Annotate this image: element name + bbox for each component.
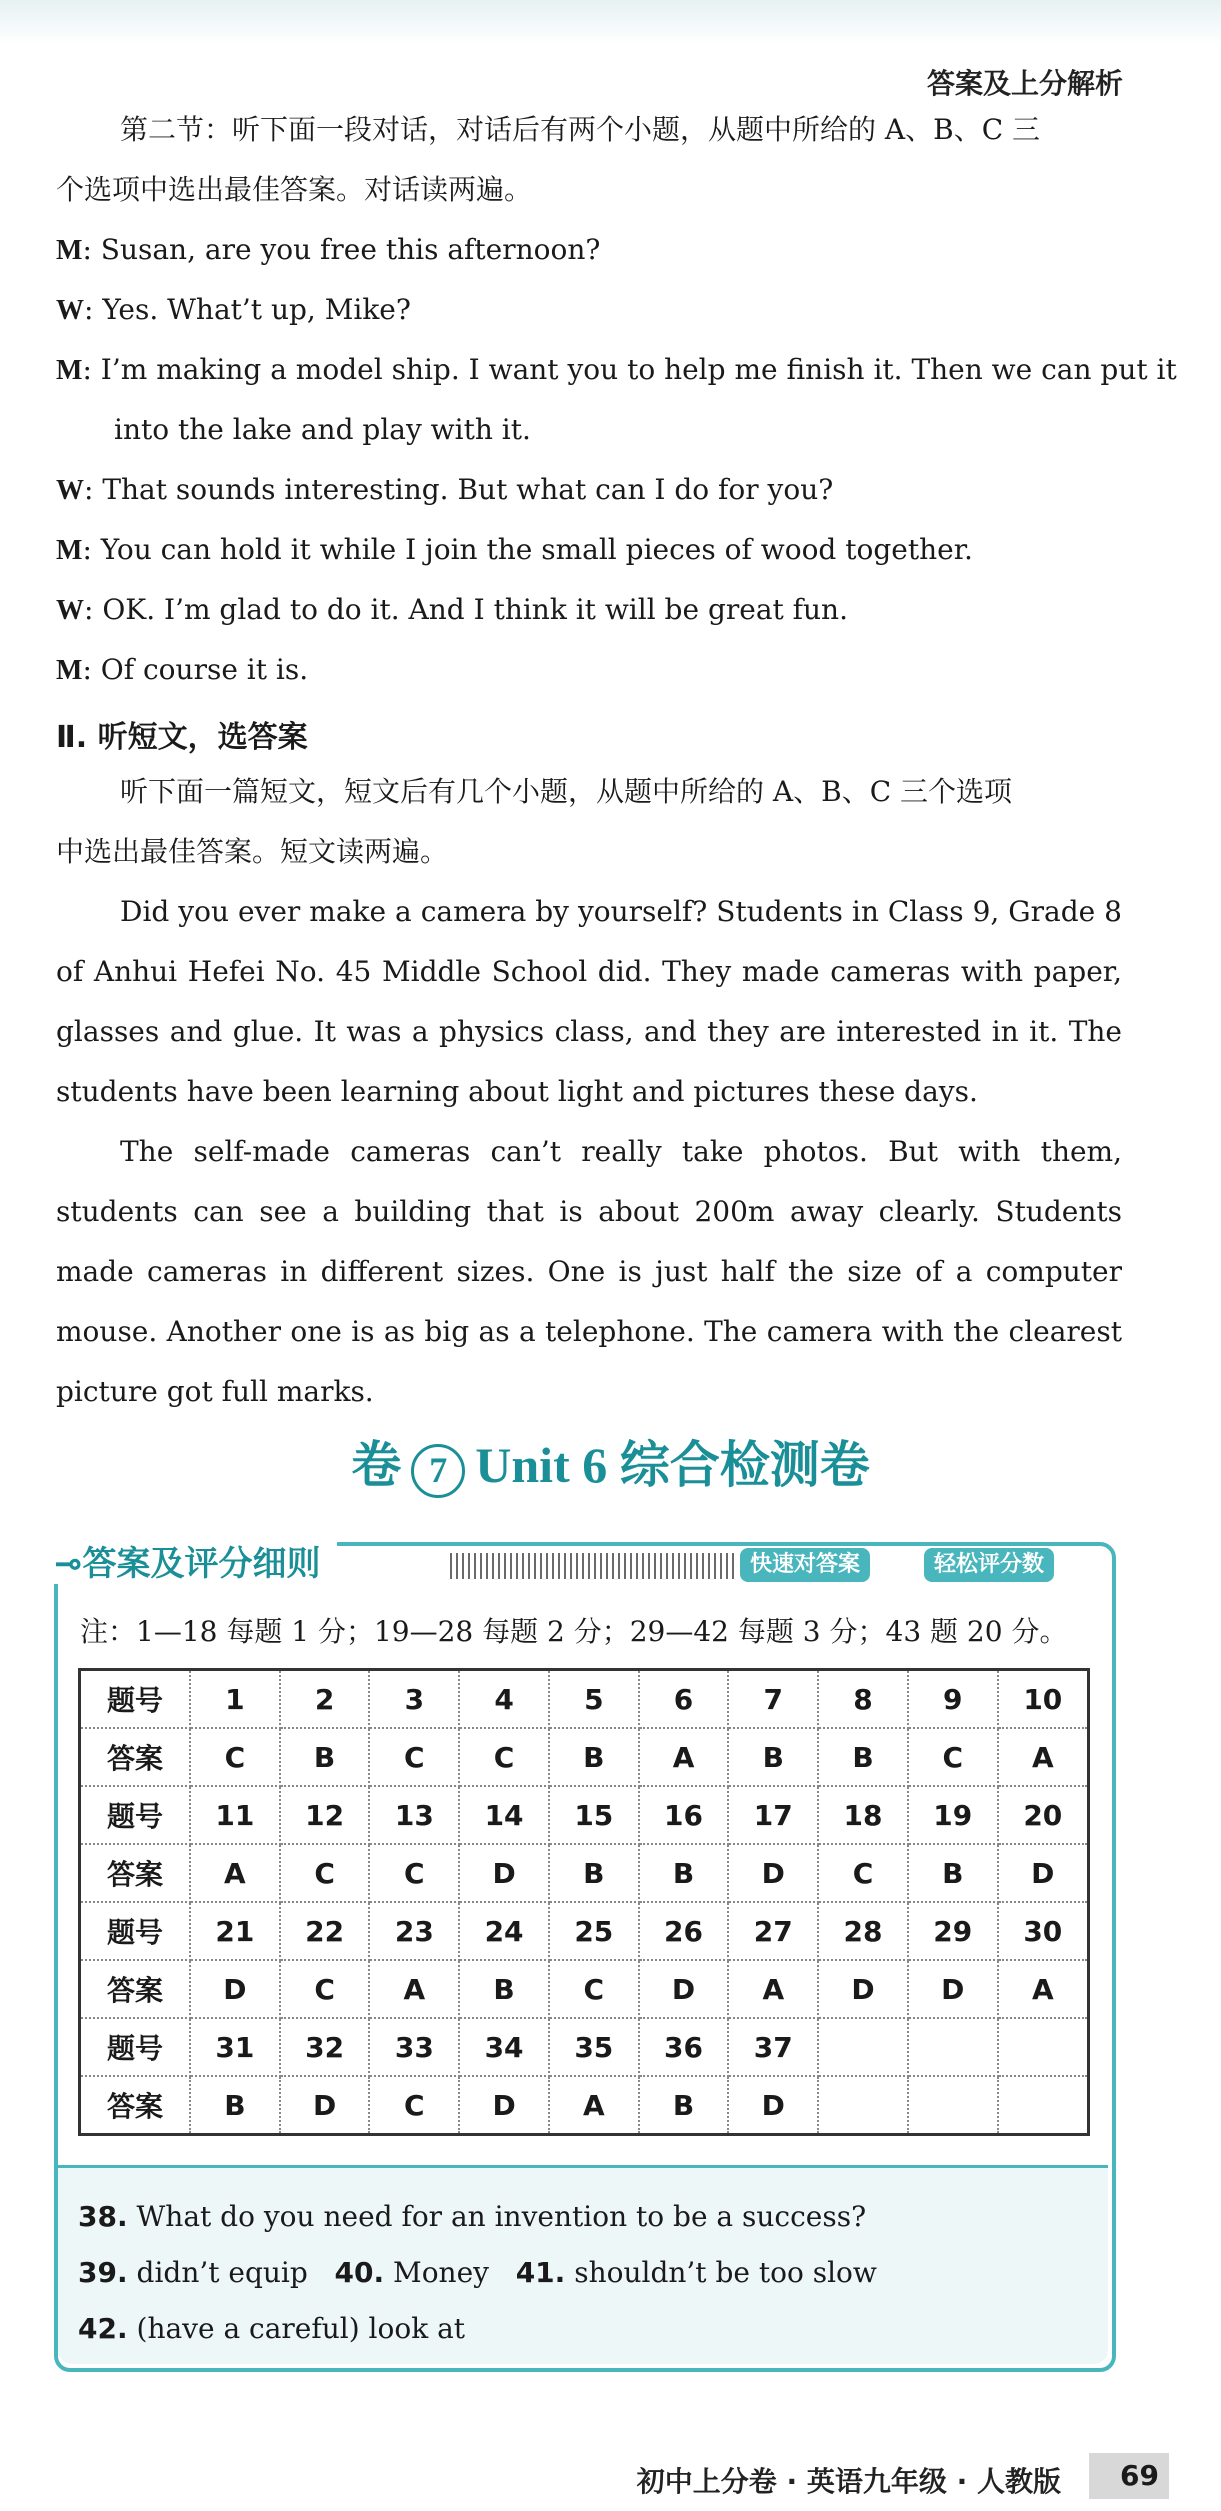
answer-cell bbox=[908, 2076, 998, 2135]
answer-cell bbox=[818, 2076, 908, 2135]
question-number-cell: 2 bbox=[280, 1670, 370, 1729]
dialogue-line: W: Yes. What’t up, Mike? bbox=[56, 293, 411, 326]
section2-intro-line2: 个选项中选出最佳答案。对话读两遍。 bbox=[56, 173, 533, 206]
dialogue-line: M: Of course it is. bbox=[56, 653, 309, 686]
answer-cell: C bbox=[190, 1728, 280, 1786]
answer-cell bbox=[998, 2076, 1089, 2135]
question-number-cell: 11 bbox=[190, 1786, 280, 1844]
row-header-number: 题号 bbox=[80, 1670, 191, 1729]
question-number-cell: 29 bbox=[908, 1902, 998, 1960]
question-number-cell: 30 bbox=[998, 1902, 1089, 1960]
answer-cell: D bbox=[998, 1844, 1089, 1902]
answer-cell: B bbox=[549, 1844, 639, 1902]
question-number-cell: 13 bbox=[369, 1786, 459, 1844]
question-number-cell: 34 bbox=[459, 2018, 549, 2076]
answer-cell: C bbox=[280, 1960, 370, 2018]
answer-cell: C bbox=[549, 1960, 639, 2018]
answer-38: 38. What do you need for an invention to be a success? bbox=[78, 2200, 867, 2233]
answer-cell: D bbox=[459, 2076, 549, 2135]
question-number-cell: 24 bbox=[459, 1902, 549, 1960]
question-number-cell bbox=[998, 2018, 1089, 2076]
row-header-number: 题号 bbox=[80, 2018, 191, 2076]
table-row bbox=[80, 1960, 1089, 2018]
answer-cell: A bbox=[190, 1844, 280, 1902]
page-number: 69 bbox=[1089, 2453, 1169, 2499]
question-number-cell: 22 bbox=[280, 1902, 370, 1960]
answer-cell: B bbox=[190, 2076, 280, 2135]
table-row bbox=[80, 1844, 1089, 1902]
question-number-cell: 15 bbox=[549, 1786, 639, 1844]
question-number-cell: 20 bbox=[998, 1786, 1089, 1844]
answer-cell: C bbox=[459, 1728, 549, 1786]
question-number-cell bbox=[818, 2018, 908, 2076]
answer-cell: A bbox=[369, 1960, 459, 2018]
answer-cell: B bbox=[818, 1728, 908, 1786]
question-number-cell: 31 bbox=[190, 2018, 280, 2076]
answer-cell: A bbox=[549, 2076, 639, 2135]
answer-cell: A bbox=[998, 1728, 1089, 1786]
question-number-cell: 32 bbox=[280, 2018, 370, 2076]
question-number-cell: 26 bbox=[639, 1902, 729, 1960]
row-header-number: 题号 bbox=[80, 1902, 191, 1960]
question-number-cell: 10 bbox=[998, 1670, 1089, 1729]
question-number-cell: 16 bbox=[639, 1786, 729, 1844]
answer-tab-label: ⊸答案及评分细则 bbox=[54, 1536, 337, 1584]
part2-intro-line1: 听下面一篇短文，短文后有几个小题，从题中所给的 A、B、C 三个选项 bbox=[120, 775, 1013, 808]
question-number-cell: 4 bbox=[459, 1670, 549, 1729]
pill-easy-score: 轻松评分数 bbox=[924, 1548, 1054, 1582]
dialogue-line: W: That sounds interesting. But what can I do for you? bbox=[56, 473, 834, 506]
unit-number-circle: 7 bbox=[411, 1444, 465, 1498]
question-number-cell: 3 bbox=[369, 1670, 459, 1729]
question-number-cell bbox=[908, 2018, 998, 2076]
answer-cell: B bbox=[728, 1728, 818, 1786]
question-number-cell: 35 bbox=[549, 2018, 639, 2076]
dialogue-line: M: You can hold it while I join the small pieces of wood together. bbox=[56, 533, 973, 566]
answer-cell: D bbox=[459, 1844, 549, 1902]
answer-cell: B bbox=[549, 1728, 639, 1786]
unit-title: 卷 7 Unit 6 综合检测卷 bbox=[0, 1425, 1221, 1498]
answer-cell: D bbox=[728, 1844, 818, 1902]
question-number-cell: 18 bbox=[818, 1786, 908, 1844]
answer-cell: D bbox=[908, 1960, 998, 2018]
answer-table bbox=[78, 1668, 1090, 2136]
row-header-answer: 答案 bbox=[80, 2076, 191, 2135]
question-number-cell: 14 bbox=[459, 1786, 549, 1844]
question-number-cell: 23 bbox=[369, 1902, 459, 1960]
footer-title: 初中上分卷 · 英语九年级 · 人教版 bbox=[636, 2465, 1061, 2498]
question-number-cell: 28 bbox=[818, 1902, 908, 1960]
header-band bbox=[0, 0, 1221, 44]
answer-cell: B bbox=[639, 2076, 729, 2135]
answer-cell: D bbox=[280, 2076, 370, 2135]
answer-cell: A bbox=[728, 1960, 818, 2018]
row-header-answer: 答案 bbox=[80, 1844, 191, 1902]
question-number-cell: 5 bbox=[549, 1670, 639, 1729]
answer-cell: C bbox=[369, 1728, 459, 1786]
answer-cell: C bbox=[369, 1844, 459, 1902]
question-number-cell: 25 bbox=[549, 1902, 639, 1960]
question-number-cell: 6 bbox=[639, 1670, 729, 1729]
answer-cell: D bbox=[639, 1960, 729, 2018]
part2-intro-line2: 中选出最佳答案。短文读两遍。 bbox=[56, 835, 449, 868]
question-number-cell: 7 bbox=[728, 1670, 818, 1729]
answer-cell: B bbox=[639, 1844, 729, 1902]
table-row bbox=[80, 1902, 1089, 1960]
dialogue-line: M: I’m making a model ship. I want you to help me finish it. Then we can put it bbox=[56, 353, 1177, 386]
answer-cell: B bbox=[908, 1844, 998, 1902]
table-row bbox=[80, 1786, 1089, 1844]
question-number-cell: 17 bbox=[728, 1786, 818, 1844]
section2-intro-line1: 第二节：听下面一段对话，对话后有两个小题，从题中所给的 A、B、C 三 bbox=[120, 113, 1041, 146]
answer-39-41: 39. didn’t equip 40. Money 41. shouldn’t be too slow bbox=[78, 2256, 877, 2289]
answer-cell: B bbox=[459, 1960, 549, 2018]
question-number-cell: 1 bbox=[190, 1670, 280, 1729]
row-header-answer: 答案 bbox=[80, 1728, 191, 1786]
question-number-cell: 33 bbox=[369, 2018, 459, 2076]
answer-cell: D bbox=[190, 1960, 280, 2018]
table-row bbox=[80, 1728, 1089, 1786]
passage-paragraph-1: Did you ever make a camera by yourself? Students in Class 9, Grade 8 of Anhui Hefei No. 45 Middle School did. They made cameras with paper, glasses and glue. It was a physics class, and they are interested in it. The students have been learning about light and pictures these days. bbox=[56, 895, 1122, 1108]
answer-cell: C bbox=[818, 1844, 908, 1902]
answer-cell: D bbox=[818, 1960, 908, 2018]
row-header-number: 题号 bbox=[80, 1786, 191, 1844]
answer-cell: C bbox=[280, 1844, 370, 1902]
answer-cell: C bbox=[369, 2076, 459, 2135]
tick-decoration bbox=[450, 1553, 735, 1579]
table-row bbox=[80, 2018, 1089, 2076]
question-number-cell: 19 bbox=[908, 1786, 998, 1844]
dialogue-line: M: Susan, are you free this afternoon? bbox=[56, 233, 601, 266]
answer-cell: A bbox=[998, 1960, 1089, 2018]
scoring-note: 注：1—18 每题 1 分；19—28 每题 2 分；29—42 每题 3 分；43 题 20 分。 bbox=[80, 1615, 1068, 1648]
header-title: 答案及上分解析 bbox=[926, 67, 1123, 100]
passage-paragraph-2: The self-made cameras can’t really take photos. But with them, students can see a building that is about 200m away clearly. Students made cameras in different sizes. One is just half the size of a computer mouse. Another one is as big as a telephone. The camera with the clearest picture got full marks. bbox=[56, 1135, 1122, 1408]
dialogue-line: W: OK. I’m glad to do it. And I think it will be great fun. bbox=[56, 593, 848, 626]
question-number-cell: 8 bbox=[818, 1670, 908, 1729]
answer-cell: D bbox=[728, 2076, 818, 2135]
question-number-cell: 27 bbox=[728, 1902, 818, 1960]
question-number-cell: 21 bbox=[190, 1902, 280, 1960]
question-number-cell: 12 bbox=[280, 1786, 370, 1844]
question-number-cell: 9 bbox=[908, 1670, 998, 1729]
part2-title: Ⅱ. 听短文，选答案 bbox=[56, 720, 308, 755]
answer-cell: B bbox=[280, 1728, 370, 1786]
dialogue-line-continued: into the lake and play with it. bbox=[114, 413, 531, 446]
table-row bbox=[80, 1670, 1089, 1729]
question-number-cell: 37 bbox=[728, 2018, 818, 2076]
answer-cell: C bbox=[908, 1728, 998, 1786]
row-header-answer: 答案 bbox=[80, 1960, 191, 2018]
pill-quick-check: 快速对答案 bbox=[740, 1548, 870, 1582]
answer-42: 42. (have a careful) look at bbox=[78, 2312, 466, 2345]
answer-cell: A bbox=[639, 1728, 729, 1786]
question-number-cell: 36 bbox=[639, 2018, 729, 2076]
table-row bbox=[80, 2076, 1089, 2135]
